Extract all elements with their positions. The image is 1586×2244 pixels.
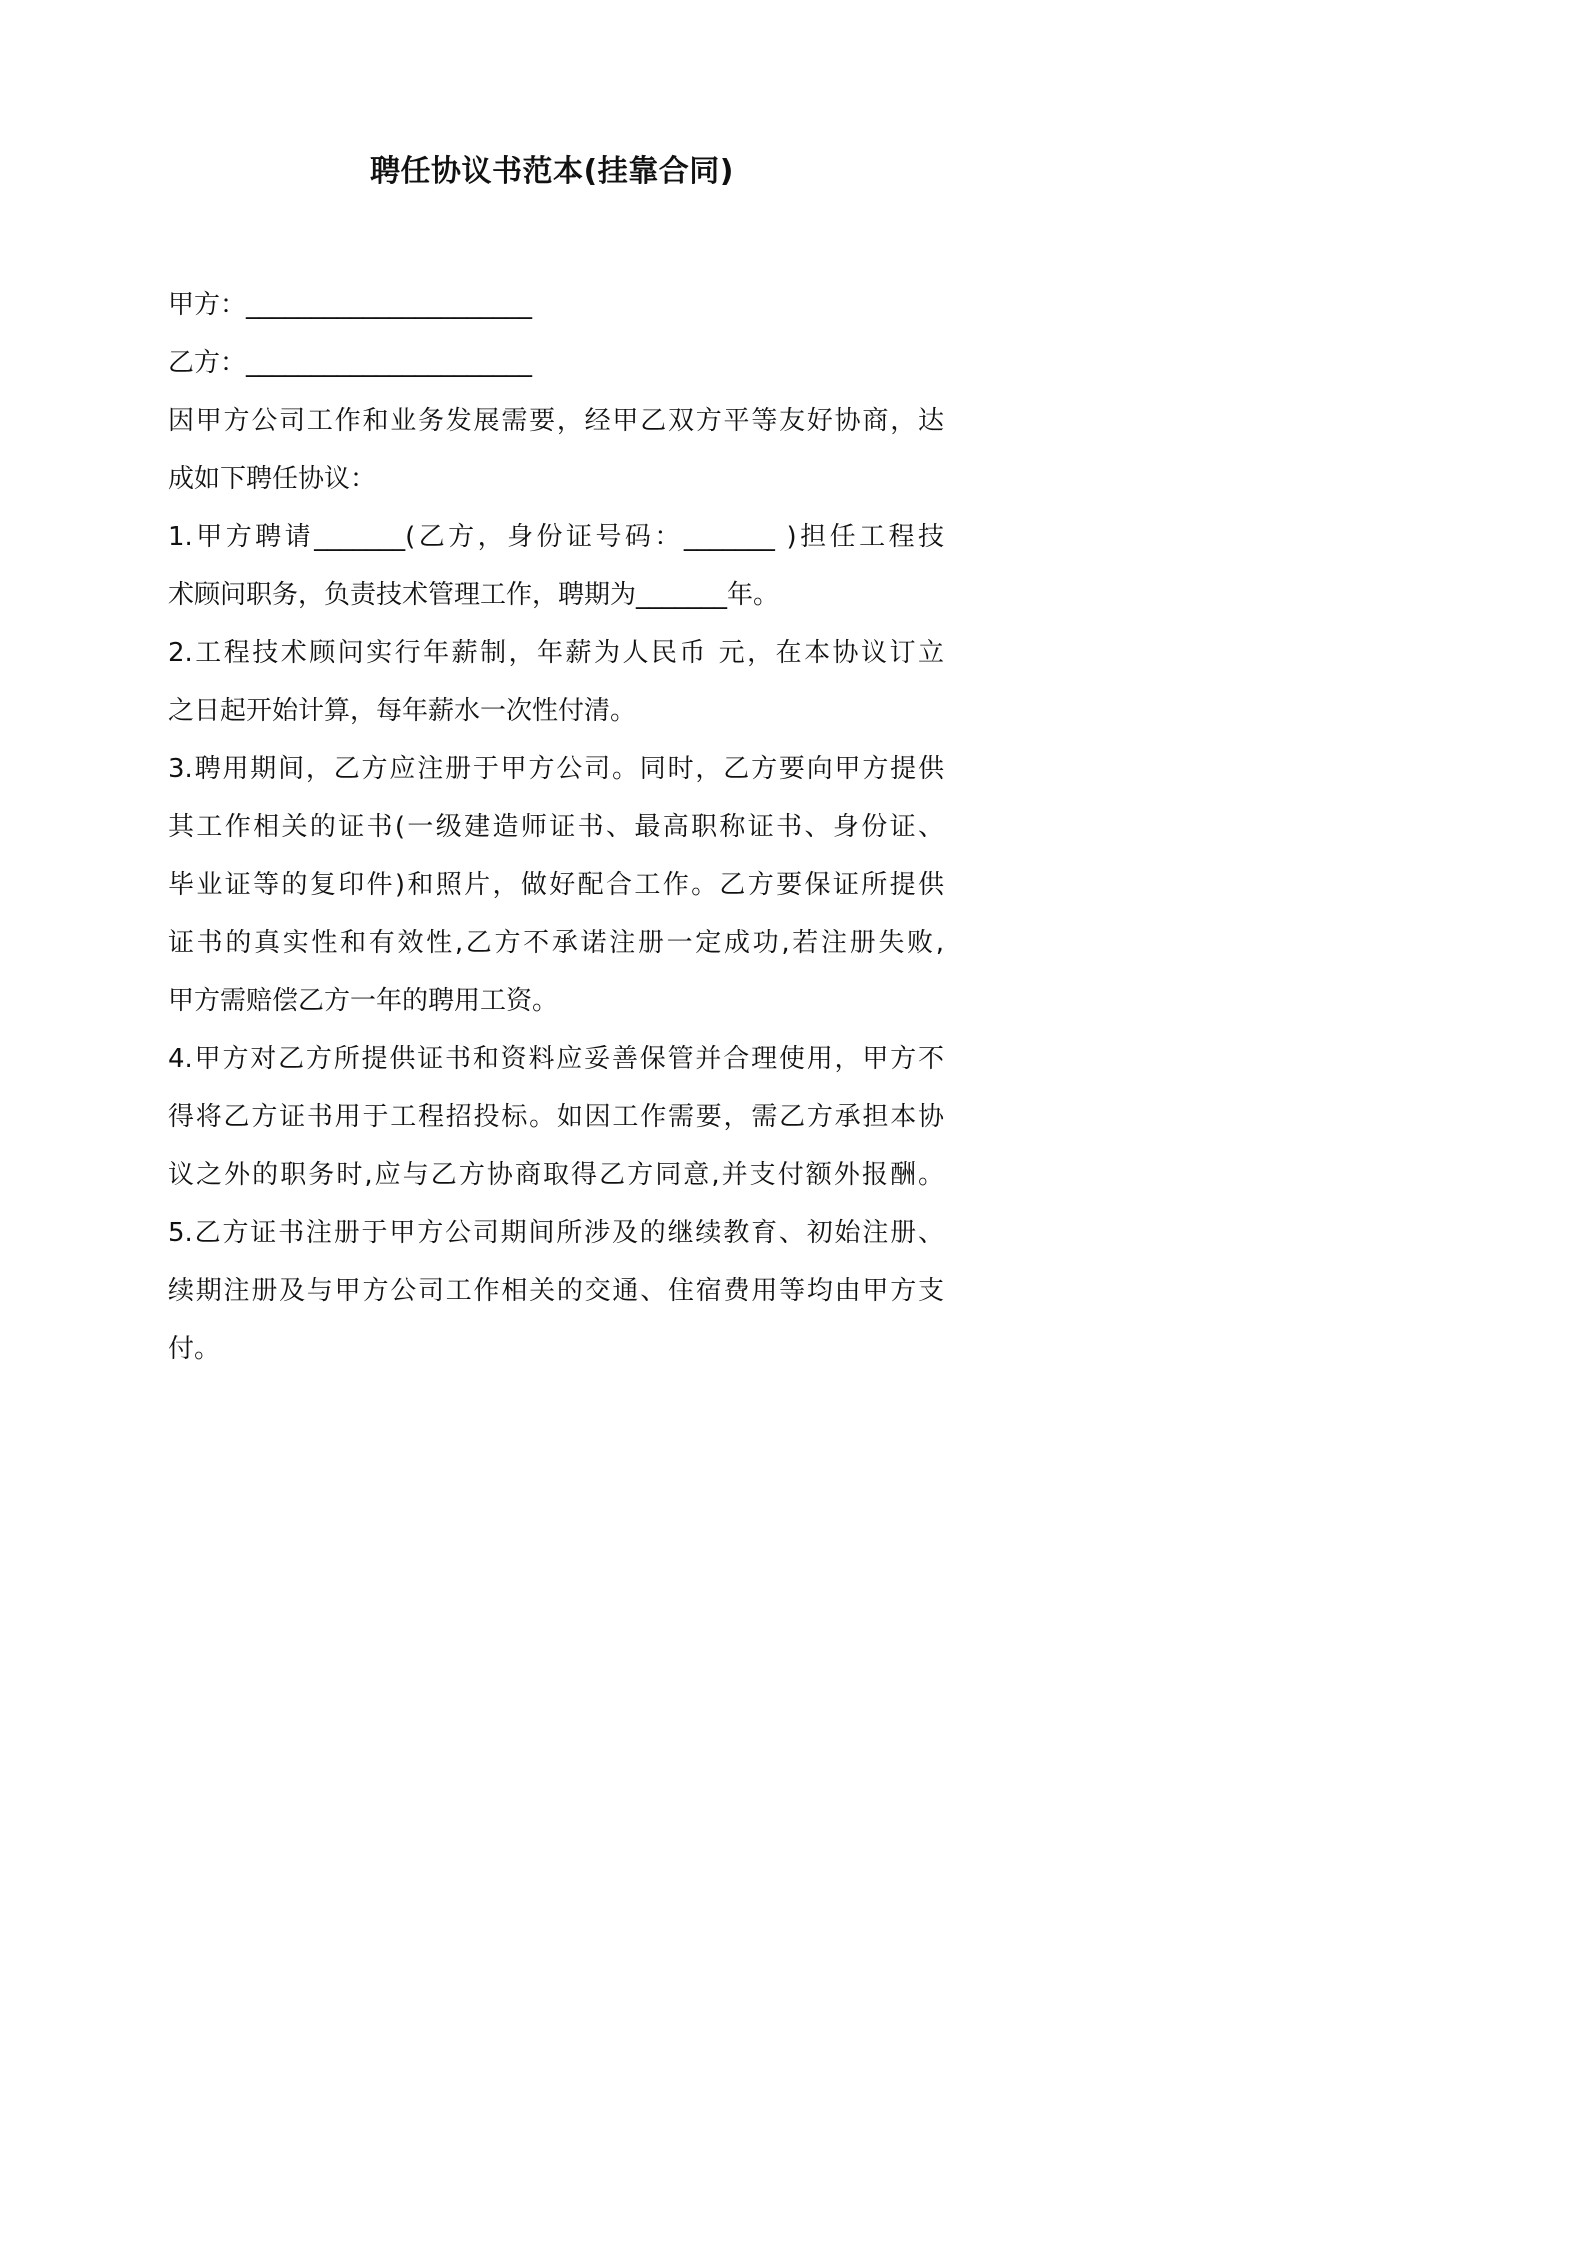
- clause-3-line-5: 甲方需赔偿乙方一年的聘用工资。: [168, 986, 559, 1016]
- party-a-line: 甲方：______________________: [168, 290, 533, 320]
- clause-2-line-2: 之日起开始计算，每年薪水一次性付清。: [168, 696, 637, 726]
- clause-5-line-2: 续期注册及与甲方公司工作相关的交通、住宿费用等均由甲方支: [168, 1276, 944, 1306]
- clause-3-line-3: 毕业证等的复印件)和照片，做好配合工作。乙方要保证所提供: [168, 870, 944, 900]
- preamble-line-1: 因甲方公司工作和业务发展需要，经甲乙双方平等友好协商，达: [168, 406, 944, 436]
- clause-3-line-2: 其工作相关的证书(一级建造师证书、最高职称证书、身份证、: [168, 812, 944, 842]
- clause-1-line-1: 1.甲方聘请_______(乙方，身份证号码：_______ )担任工程技: [168, 522, 944, 552]
- clause-3-line-1: 3.聘用期间，乙方应注册于甲方公司。同时，乙方要向甲方提供: [168, 754, 944, 784]
- document-page: [0, 0, 1104, 1562]
- preamble-line-2: 成如下聘任协议：: [168, 464, 377, 494]
- party-b-line: 乙方：______________________: [168, 348, 533, 378]
- clause-2-line-1: 2.工程技术顾问实行年薪制，年薪为人民币 元，在本协议订立: [168, 638, 944, 668]
- clause-1-line-2: 术顾问职务，负责技术管理工作，聘期为_______年。: [168, 580, 780, 610]
- clause-5-line-3: 付。: [168, 1334, 221, 1364]
- document-title: 聘任协议书范本(挂靠合同): [370, 154, 734, 189]
- document-body: [168, 276, 944, 1378]
- clause-5-line-1: 5.乙方证书注册于甲方公司期间所涉及的继续教育、初始注册、: [168, 1218, 944, 1248]
- clause-4-line-1: 4.甲方对乙方所提供证书和资料应妥善保管并合理使用，甲方不: [168, 1044, 944, 1074]
- clause-3-line-4: 证书的真实性和有效性,乙方不承诺注册一定成功,若注册失败,: [168, 928, 944, 958]
- clause-4-line-3: 议之外的职务时,应与乙方协商取得乙方同意,并支付额外报酬。: [168, 1160, 944, 1190]
- clause-4-line-2: 得将乙方证书用于工程招投标。如因工作需要，需乙方承担本协: [168, 1102, 944, 1132]
